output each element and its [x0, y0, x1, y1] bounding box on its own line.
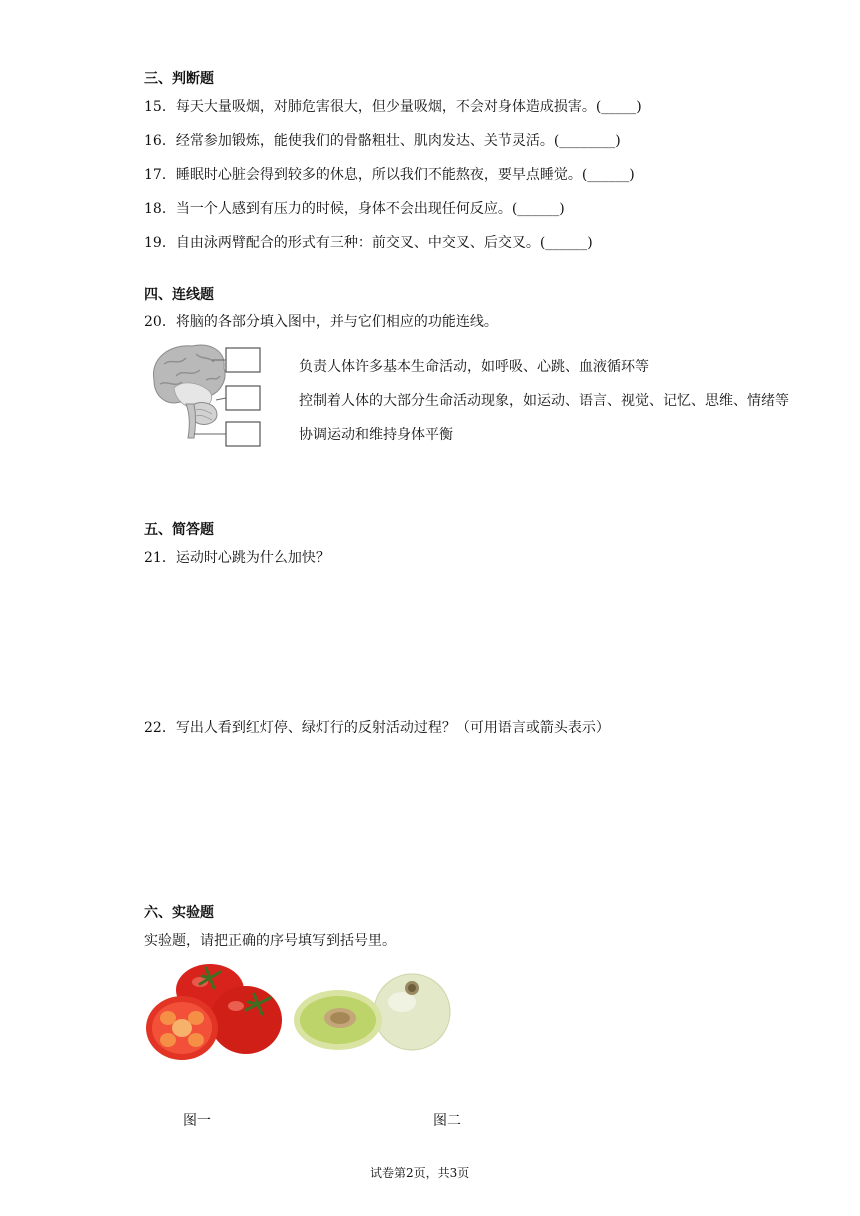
- section-3-title: 三、判断题: [144, 71, 214, 87]
- question-19: 19．自由泳两臂配合的形式有三种：前交叉、中交叉、后交叉。(______): [144, 235, 593, 251]
- section-6-title: 六、实验题: [144, 905, 214, 921]
- function-option-1: 负责人体许多基本生命活动，如呼吸、心跳、血液循环等: [299, 359, 649, 375]
- label-box-2: [226, 386, 260, 410]
- question-17: 17．睡眠时心脏会得到较多的休息，所以我们不能熬夜，要早点睡觉。(______): [144, 167, 635, 183]
- experiment-instruction: 实验题，请把正确的序号填写到括号里。: [144, 933, 396, 949]
- page-footer: 试卷第2页，共3页: [370, 1166, 470, 1180]
- question-18: 18．当一个人感到有压力的时候，身体不会出现任何反应。(______): [144, 201, 565, 217]
- section-5-title: 五、简答题: [144, 522, 214, 538]
- question-20: 20．将脑的各部分填入图中，并与它们相应的功能连线。: [144, 314, 498, 330]
- label-box-3: [226, 422, 260, 446]
- question-22: 22．写出人看到红灯停、绿灯行的反射活动过程？（可用语言或箭头表示）: [144, 720, 610, 736]
- label-box-1: [226, 348, 260, 372]
- section-4-title: 四、连线题: [144, 287, 214, 303]
- figure-1-caption: 图一: [183, 1113, 211, 1129]
- question-15: 15．每天大量吸烟，对肺危害很大，但少量吸烟，不会对身体造成损害。(_____): [144, 99, 642, 115]
- question-16: 16．经常参加锻炼，能使我们的骨骼粗壮、肌肉发达、关节灵活。(________): [144, 133, 621, 149]
- brain-illustration: [146, 340, 266, 448]
- tomato-image: [144, 962, 286, 1064]
- figure-2-caption: 图二: [433, 1113, 461, 1129]
- brain-diagram: [146, 340, 266, 448]
- melon-image: [294, 966, 454, 1060]
- function-option-3: 协调运动和维持身体平衡: [299, 427, 453, 443]
- function-option-2: 控制着人体的大部分生命活动现象，如运动、语言、视觉、记忆、思维、情绪等: [299, 393, 789, 409]
- question-21: 21．运动时心跳为什么加快？: [144, 550, 330, 566]
